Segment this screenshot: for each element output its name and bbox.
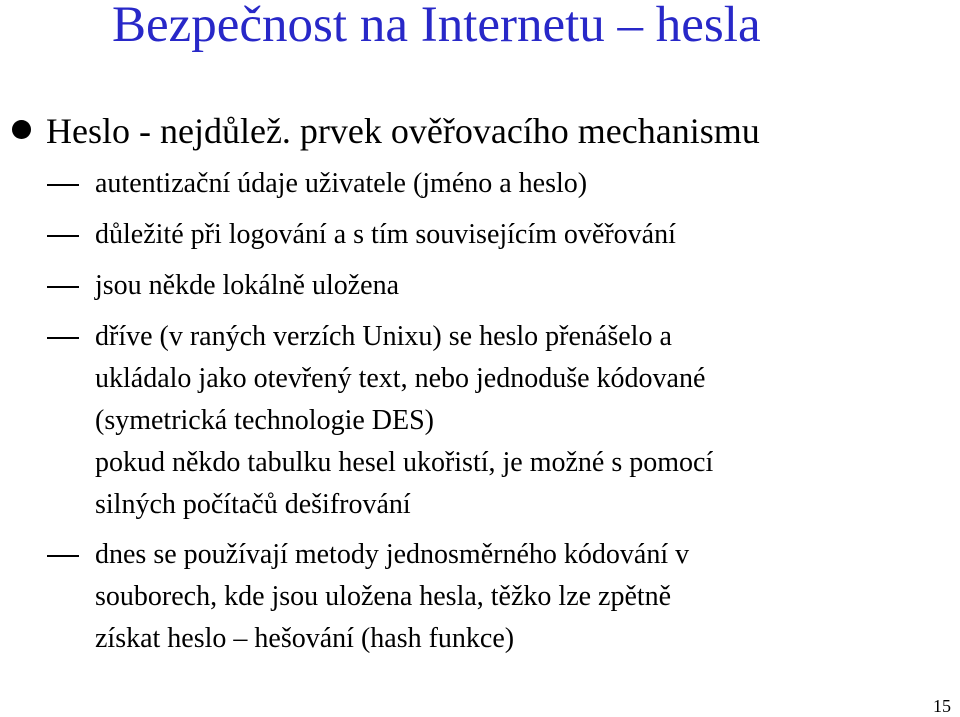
sub-item-line: silných počítačů dešifrování (95, 489, 411, 520)
sub-item-line: dnes se používají metody jednosměrného kódování v (95, 539, 690, 570)
dash-icon (47, 337, 79, 339)
sub-item-line: pokud někdo tabulku hesel ukořistí, je možné s pomocí (95, 447, 714, 478)
main-bullet-text: Heslo - nejdůlež. prvek ověřovacího mechanismu (46, 111, 760, 151)
sub-item-line: jsou někde lokálně uložena (95, 270, 400, 301)
sub-item-line: (symetrická technologie DES) (95, 405, 435, 436)
sub-item-line: důležité při logování a s tím souvisejícím ověřování (95, 219, 676, 250)
dash-icon (47, 555, 79, 557)
sub-item-line: souborech, kde jsou uložena hesla, těžko lze zpětně (95, 581, 672, 612)
main-bullet (0, 106, 960, 156)
sub-item-line: získat heslo – hešování (hash funkce) (95, 623, 515, 654)
bullet-dot-icon (12, 120, 31, 139)
dash-icon (47, 286, 79, 288)
dash-icon (47, 235, 79, 237)
sub-item-line: ukládalo jako otevřený text, nebo jednoduše kódované (95, 363, 706, 394)
dash-icon (47, 184, 79, 186)
sub-item-line: dříve (v raných verzích Unixu) se heslo přenášelo a (95, 321, 672, 352)
page-number: 15 (933, 696, 951, 716)
sub-item-line: autentizační údaje uživatele (jméno a heslo) (95, 168, 588, 199)
slide-title: Bezpečnost na Internetu – hesla (112, 0, 761, 53)
